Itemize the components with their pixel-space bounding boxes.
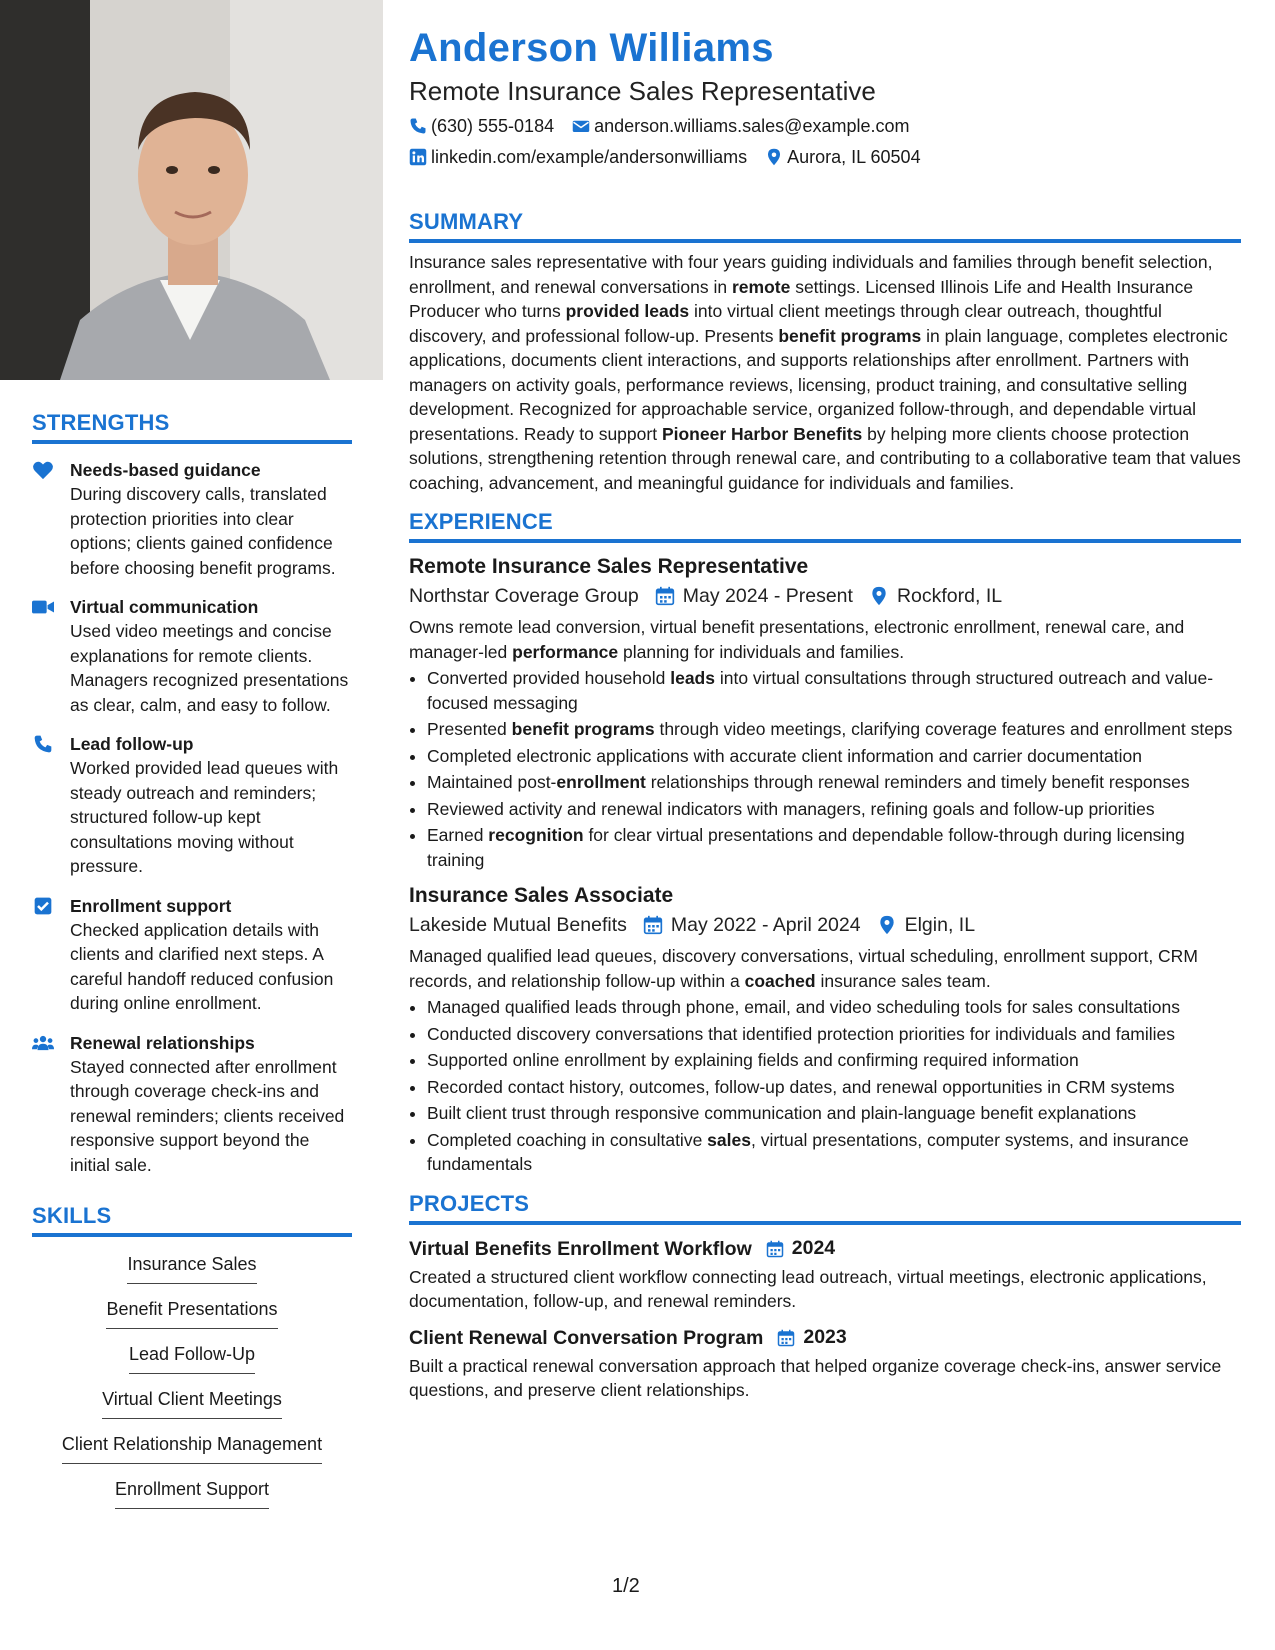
- job-bullets: [409, 995, 1241, 1177]
- strength-item: [32, 595, 352, 717]
- calendar-icon: [777, 1329, 795, 1347]
- map-pin-icon: [877, 915, 897, 935]
- job-entry: [409, 882, 1241, 1177]
- job-bullet: • Recorded contact history, outcomes, follow-up dates, and renewal opportunities in CRM systems: [427, 1075, 1241, 1100]
- contact-row-2: [409, 145, 1241, 169]
- project-entry: [409, 1324, 1241, 1403]
- job-bullet: • Converted provided household leads into virtual consultations through structured outreach and value-focused messaging: [427, 666, 1241, 715]
- left-content: [32, 410, 352, 1521]
- job-bullet: • Built client trust through responsive communication and plain-language benefit explanations: [427, 1101, 1241, 1126]
- strength-item: [32, 458, 352, 580]
- job-bullet: • Completed electronic applications with accurate client information and carrier documentation: [427, 744, 1241, 769]
- skill-item: Lead Follow-Up: [129, 1341, 255, 1374]
- job-bullet: • Earned recognition for clear virtual presentations and dependable follow-through during licensing training: [427, 823, 1241, 872]
- users-icon: [32, 1031, 70, 1178]
- job-bullet: • Supported online enrollment by explaining fields and confirming required information: [427, 1048, 1241, 1073]
- project-year: 2023: [777, 1326, 846, 1349]
- job-meta: [409, 910, 1241, 940]
- job-bullets: [409, 666, 1241, 872]
- envelope-icon: [572, 117, 590, 135]
- job-dates: May 2022 - April 2024: [643, 910, 861, 940]
- phone-icon: [409, 117, 427, 135]
- skill-item: Enrollment Support: [115, 1476, 269, 1509]
- summary-heading: SUMMARY: [409, 209, 1241, 243]
- strengths-list: [32, 458, 352, 1177]
- candidate-title: Remote Insurance Sales Representative: [409, 76, 876, 106]
- job-bullet: • Completed coaching in consultative sales, virtual presentations, computer systems, and insurance fundamentals: [427, 1128, 1241, 1177]
- project-description: Created a structured client workflow connecting lead outreach, virtual meetings, electronic applications, documentation, follow-up, and renewal reminders.: [409, 1266, 1207, 1311]
- projects-section: [409, 1191, 1241, 1403]
- strengths-heading: STRENGTHS: [32, 410, 352, 444]
- map-pin-icon: [869, 586, 889, 606]
- job-title: Insurance Sales Associate: [409, 884, 674, 907]
- email-contact[interactable]: [572, 114, 909, 138]
- linkedin-contact[interactable]: [409, 145, 747, 169]
- project-title: Virtual Benefits Enrollment Workflow: [409, 1237, 752, 1260]
- skill-item: Insurance Sales: [127, 1251, 256, 1284]
- job-meta: [409, 581, 1241, 611]
- strength-desc: Stayed connected after enrollment through coverage check-ins and renewal reminders; clients received responsive support beyond the initial sale.: [70, 1056, 345, 1175]
- calendar-icon: [655, 586, 675, 606]
- experience-heading: EXPERIENCE: [409, 509, 1241, 543]
- job-location: Elgin, IL: [877, 910, 975, 940]
- job-description: Managed qualified lead queues, discovery conversations, virtual scheduling, enrollment support, CRM records, and relationship follow-up within a coached insurance sales team.: [409, 946, 1198, 991]
- projects-heading: PROJECTS: [409, 1191, 1241, 1225]
- right-column: [409, 22, 1241, 1403]
- heart-icon: [32, 458, 70, 580]
- candidate-name: Anderson Williams: [409, 26, 774, 70]
- strength-title: Lead follow-up: [70, 734, 194, 754]
- phone-icon: [32, 732, 70, 879]
- page-number: 1/2: [612, 1575, 640, 1597]
- job-bullet: • Conducted discovery conversations that identified protection priorities for individuals and families: [427, 1022, 1241, 1047]
- summary-text: Insurance sales representative with four years guiding individuals and families through benefit selection, enrollment, and renewal conversations in remote settings. Licensed Illinois Life and Health Insurance Producer who turns provided leads into virtual client meetings through clear outreach, thoughtful discovery, and professional follow-up. Presents benefit programs in plain language, completes electronic applications, documents client interactions, and supports relationships after enrollment. Partners with managers on activity goals, performance reviews, licensing, product training, and consultative selling development. Recognized for approachable service, organized follow-through, and dependable virtual presentations. Ready to support Pioneer Harbor Benefits by helping more clients choose protection solutions, strengthening retention through renewal care, and contributing to a collaborative team that values coaching, advancement, and meaningful guidance for individuals and families.: [409, 252, 1241, 493]
- phone-text: (630) 555-0184: [431, 116, 555, 136]
- skill-item: Client Relationship Management: [62, 1431, 322, 1464]
- job-location: Rockford, IL: [869, 581, 1002, 611]
- project-title: Client Renewal Conversation Program: [409, 1326, 764, 1349]
- calendar-icon: [766, 1240, 784, 1258]
- strength-item: [32, 894, 352, 1016]
- profile-photo-illustration: [0, 0, 383, 380]
- map-pin-icon: [765, 148, 783, 166]
- location-text: Aurora, IL 60504: [787, 147, 921, 167]
- job-bullet: • Reviewed activity and renewal indicators with managers, refining goals and follow-up priorities: [427, 797, 1241, 822]
- skill-item: Virtual Client Meetings: [102, 1386, 282, 1419]
- strength-title: Renewal relationships: [70, 1032, 255, 1053]
- job-dates: May 2024 - Present: [655, 581, 853, 611]
- experience-section: [409, 509, 1241, 1177]
- job-company: Lakeside Mutual Benefits: [409, 914, 627, 936]
- contact-row: [409, 114, 1241, 138]
- left-column: [0, 0, 383, 1650]
- project-description: Built a practical renewal conversation approach that helped organize coverage check-ins, answer service questions, and preserve client relationships.: [409, 1355, 1222, 1400]
- project-entry: [409, 1235, 1241, 1314]
- summary-section: [409, 209, 1241, 495]
- profile-photo: [0, 0, 383, 380]
- job-bullet: • Maintained post-enrollment relationships through renewal reminders and timely benefit responses: [427, 770, 1241, 795]
- linkedin-icon: [409, 148, 427, 166]
- checkbox-icon: [32, 894, 70, 1016]
- strength-desc: Checked application details with clients and clarified next steps. A careful handoff reduced confusion during online enrollment.: [70, 919, 334, 1013]
- strength-item: [32, 732, 352, 879]
- strength-item: [32, 1031, 352, 1178]
- job-bullet: • Managed qualified leads through phone, email, and video scheduling tools for sales consultations: [427, 995, 1241, 1020]
- project-year: 2024: [766, 1237, 835, 1260]
- strength-title: Enrollment support: [70, 895, 232, 916]
- job-description: Owns remote lead conversion, virtual benefit presentations, electronic enrollment, renewal care, and manager-led performance planning for individuals and families.: [409, 617, 1185, 662]
- strength-title: Virtual communication: [70, 597, 259, 617]
- skill-item: Benefit Presentations: [106, 1296, 277, 1329]
- location-contact: [765, 145, 920, 169]
- strength-desc: During discovery calls, translated protection priorities into clear options; clients gained confidence before choosing benefit programs.: [70, 484, 336, 578]
- skills-list: [32, 1251, 352, 1521]
- job-bullet: • Presented benefit programs through video meetings, clarifying coverage features and enrollment steps: [427, 717, 1241, 742]
- video-camera-icon: [32, 595, 70, 717]
- email-text: anderson.williams.sales@example.com: [594, 116, 910, 136]
- strength-title: Needs-based guidance: [70, 460, 261, 480]
- job-company: Northstar Coverage Group: [409, 585, 639, 607]
- job-title: Remote Insurance Sales Representative: [409, 555, 809, 578]
- skills-heading: SKILLS: [32, 1203, 352, 1237]
- linkedin-text: linkedin.com/example/andersonwilliams: [431, 147, 748, 167]
- strength-desc: Worked provided lead queues with steady outreach and reminders; structured follow-up kept consultations moving without pressure.: [70, 758, 339, 876]
- strength-desc: Used video meetings and concise explanations for remote clients. Managers recognized presentations as clear, calm, and easy to follow.: [70, 621, 349, 715]
- phone-contact[interactable]: [409, 114, 554, 138]
- calendar-icon: [643, 915, 663, 935]
- job-entry: [409, 553, 1241, 872]
